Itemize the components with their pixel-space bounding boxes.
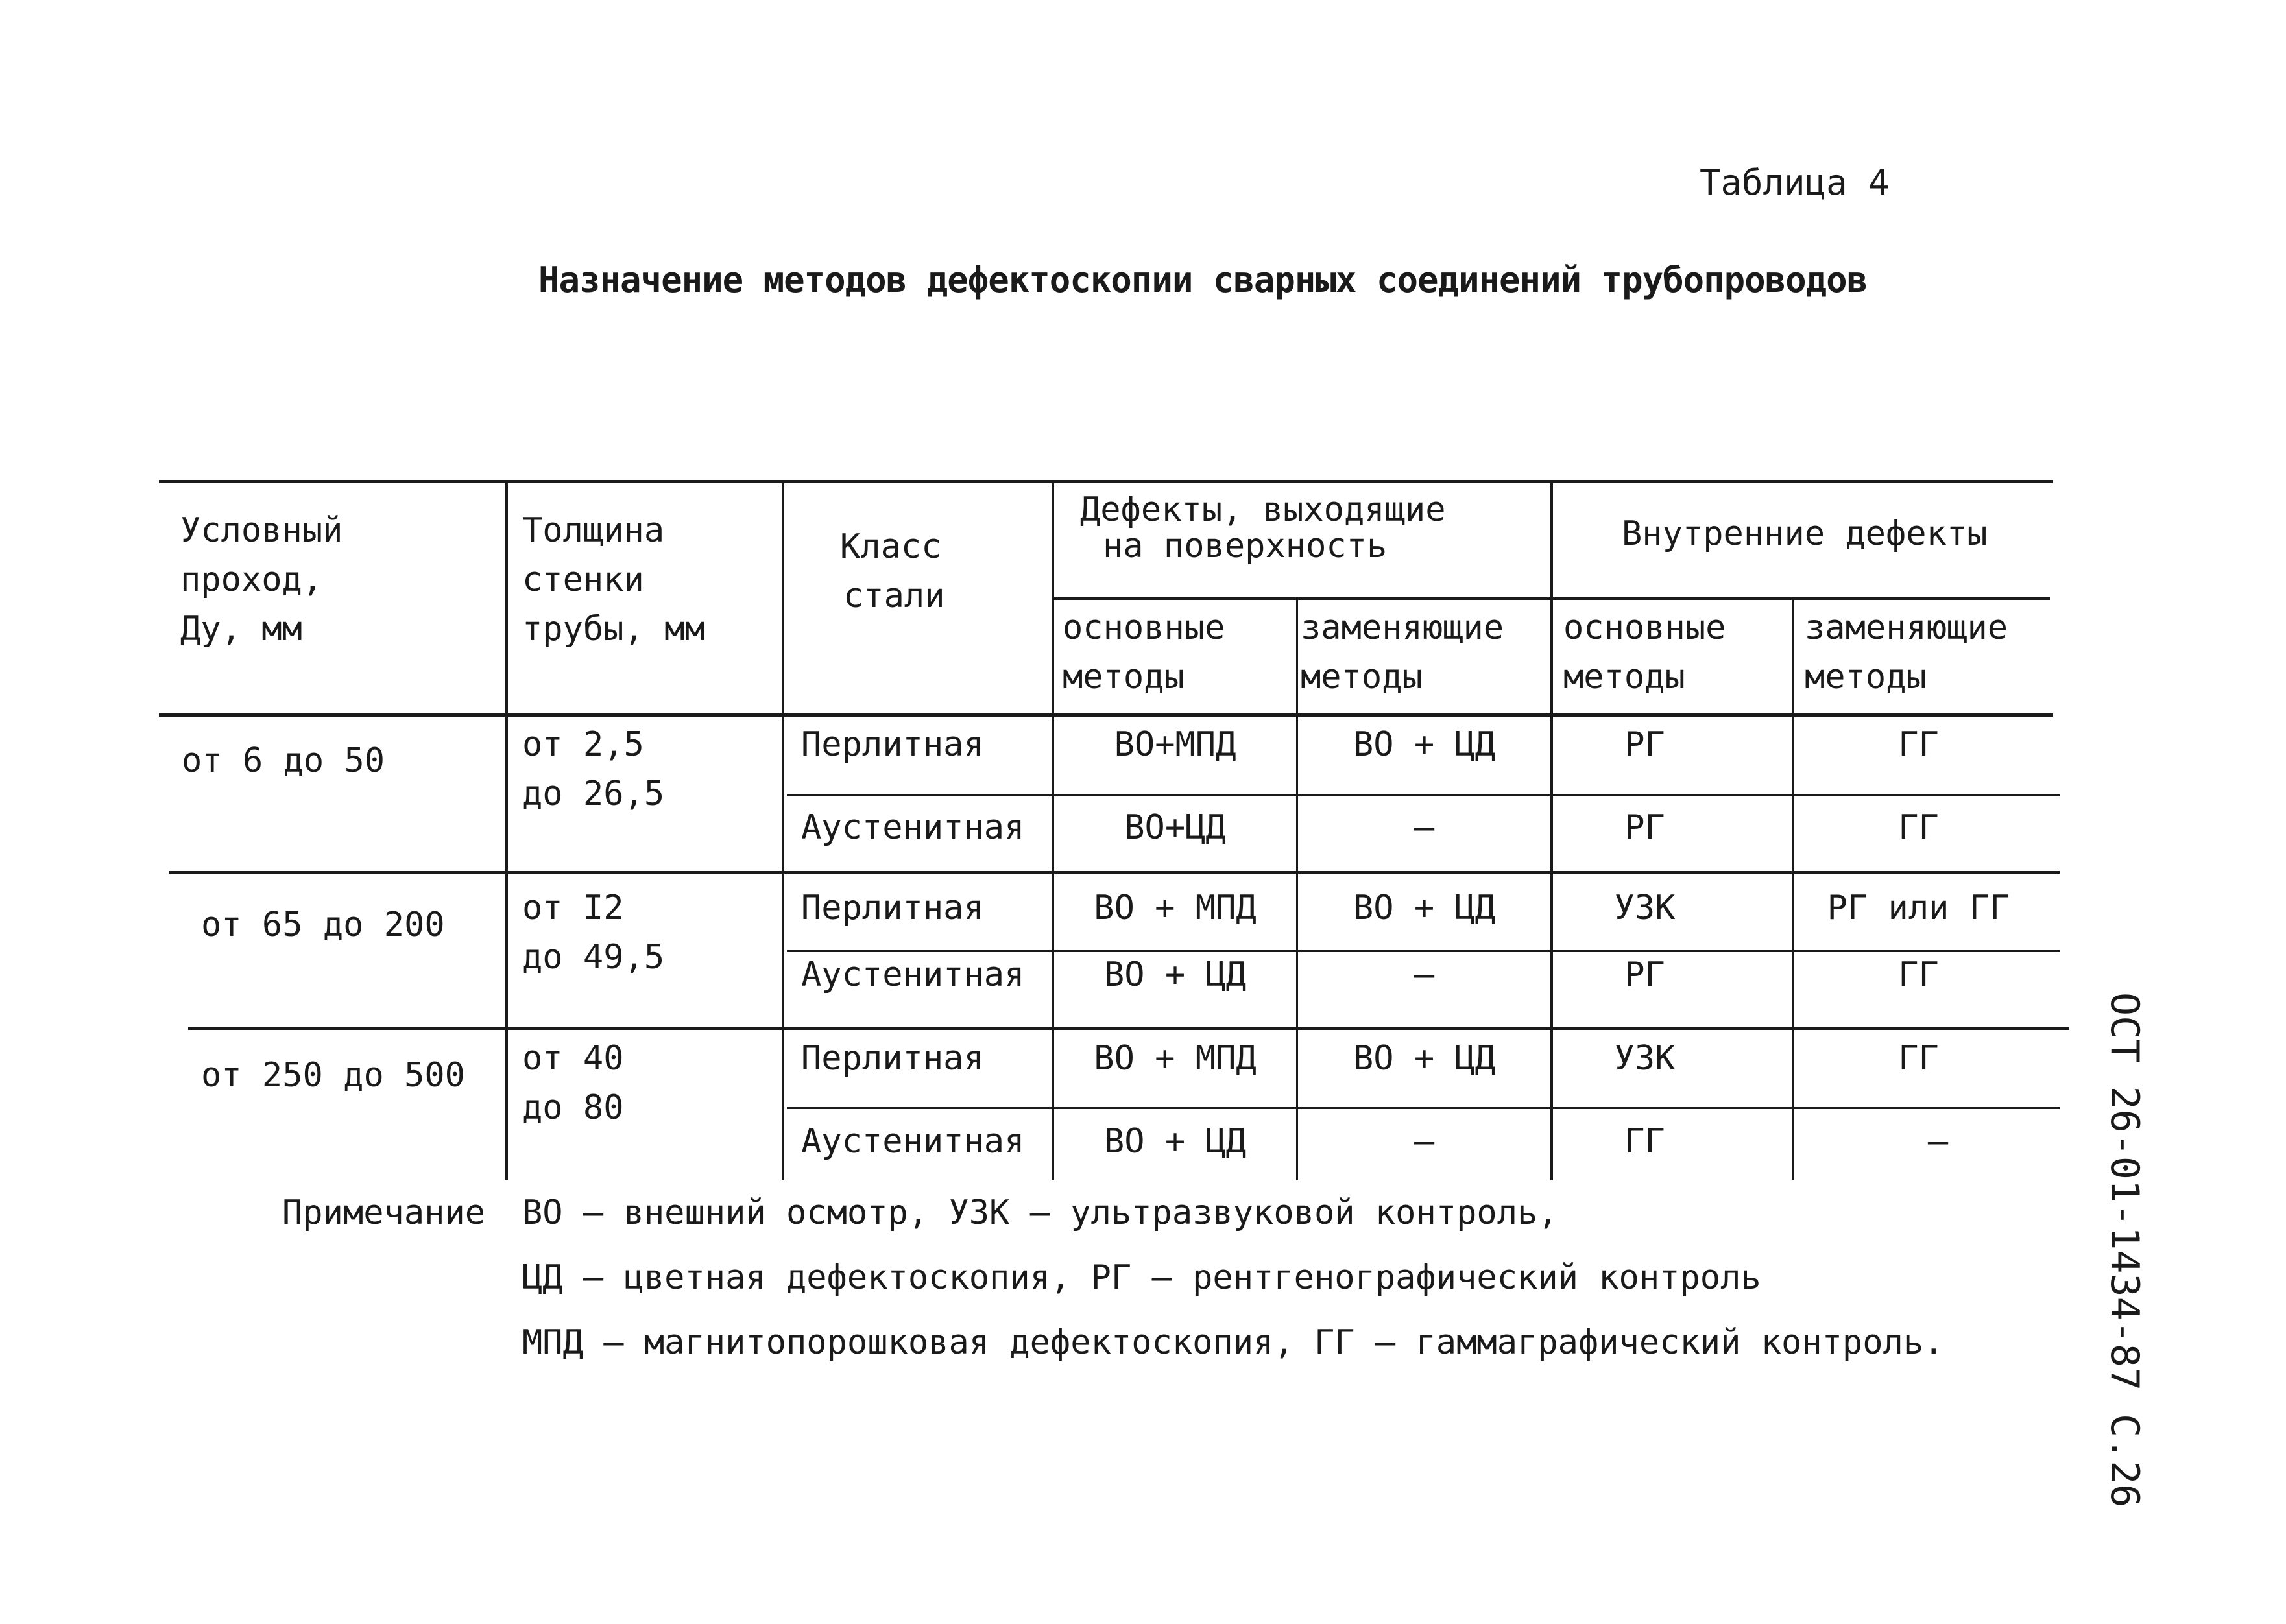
group-thickness: от 2,5 до 26,5 <box>522 725 665 813</box>
steel-class-cell: Перлитная <box>801 1039 984 1078</box>
internal-primary-cell: УЗК <box>1614 889 1676 927</box>
internal-substitute-cell: ГГ <box>1898 725 1939 764</box>
surface-primary-cell: ВО + ЦД <box>1103 955 1247 994</box>
surface-primary-cell: ВО + МПД <box>1094 1039 1257 1078</box>
note-line: МПД – магнитопорошковая дефектоскопия, ГГ – гаммаграфический контроль. <box>522 1323 1944 1362</box>
header-internal-defects: Внутренние дефекты <box>1622 514 1988 553</box>
row-divider <box>787 794 2060 796</box>
header-surface-substitute: заменяющие методы <box>1301 608 1504 697</box>
internal-primary-cell: РГ <box>1624 808 1665 847</box>
steel-class-cell: Перлитная <box>801 725 984 764</box>
note-label: Примечание <box>282 1193 486 1232</box>
column-divider <box>505 480 508 1180</box>
table-top-border <box>159 480 2053 483</box>
header-internal-substitute: заменяющие методы <box>1805 608 2008 697</box>
page-number: С.26 <box>2102 1414 2147 1508</box>
group-dn: от 6 до 50 <box>182 741 385 780</box>
surface-substitute-cell: ВО + ЦД <box>1353 725 1496 764</box>
group-thickness: от I2 до 49,5 <box>522 889 665 977</box>
header-surface-defects: Дефекты, выходящие на поверхность <box>1080 490 1446 566</box>
group-divider <box>188 1027 2069 1030</box>
surface-substitute-cell: – <box>1414 955 1435 994</box>
internal-substitute-cell: ГГ <box>1898 955 1939 994</box>
surface-substitute-cell: – <box>1414 1122 1435 1161</box>
internal-primary-cell: ГГ <box>1624 1122 1665 1161</box>
steel-class-cell: Аустенитная <box>801 955 1025 994</box>
internal-substitute-cell: ГГ <box>1898 1039 1939 1078</box>
group-divider <box>169 871 2060 874</box>
internal-substitute-cell: РГ или ГГ <box>1827 889 2010 927</box>
surface-primary-cell: ВО + МПД <box>1094 889 1257 927</box>
row-divider <box>787 1107 2060 1109</box>
table-title: Назначение методов дефектоскопии сварных соединений трубопроводов <box>538 259 1868 300</box>
surface-substitute-cell: – <box>1414 808 1435 847</box>
group-dn: от 250 до 500 <box>201 1056 465 1095</box>
header-bottom-border <box>159 713 2053 717</box>
group-thickness: от 40 до 80 <box>522 1039 624 1127</box>
column-divider <box>782 480 784 1180</box>
internal-substitute-cell: ГГ <box>1898 808 1939 847</box>
group-dn: от 65 до 200 <box>201 905 445 944</box>
header-internal-primary: основные методы <box>1563 608 1726 697</box>
note-line: ЦД – цветная дефектоскопия, РГ – рентгенографический контроль <box>522 1258 1761 1297</box>
steel-class-cell: Аустенитная <box>801 1122 1025 1161</box>
header-dn: Условный проход, Ду, мм <box>180 511 343 649</box>
note-line: ВО – внешний осмотр, УЗК – ультразвуковой контроль, <box>522 1193 1558 1232</box>
internal-primary-cell: РГ <box>1624 955 1665 994</box>
steel-class-cell: Аустенитная <box>801 808 1025 847</box>
document-code: ОСТ 26-01-1434-87 <box>2102 992 2147 1391</box>
header-surface-primary: основные методы <box>1063 608 1225 697</box>
surface-primary-cell: ВО + ЦД <box>1103 1122 1247 1161</box>
internal-primary-cell: УЗК <box>1614 1039 1676 1078</box>
surface-primary-cell: ВО+МПД <box>1114 725 1236 764</box>
surface-substitute-cell: ВО + ЦД <box>1353 889 1496 927</box>
internal-primary-cell: РГ <box>1624 725 1665 764</box>
internal-substitute-cell: – <box>1927 1122 1949 1161</box>
steel-class-cell: Перлитная <box>801 889 984 927</box>
header-steel-class: Класс стали <box>840 527 945 615</box>
surface-primary-cell: ВО+ЦД <box>1124 808 1226 847</box>
table-number: Таблица 4 <box>1700 162 1890 203</box>
surface-substitute-cell: ВО + ЦД <box>1353 1039 1496 1078</box>
header-thickness: Толщина стенки трубы, мм <box>522 511 705 649</box>
